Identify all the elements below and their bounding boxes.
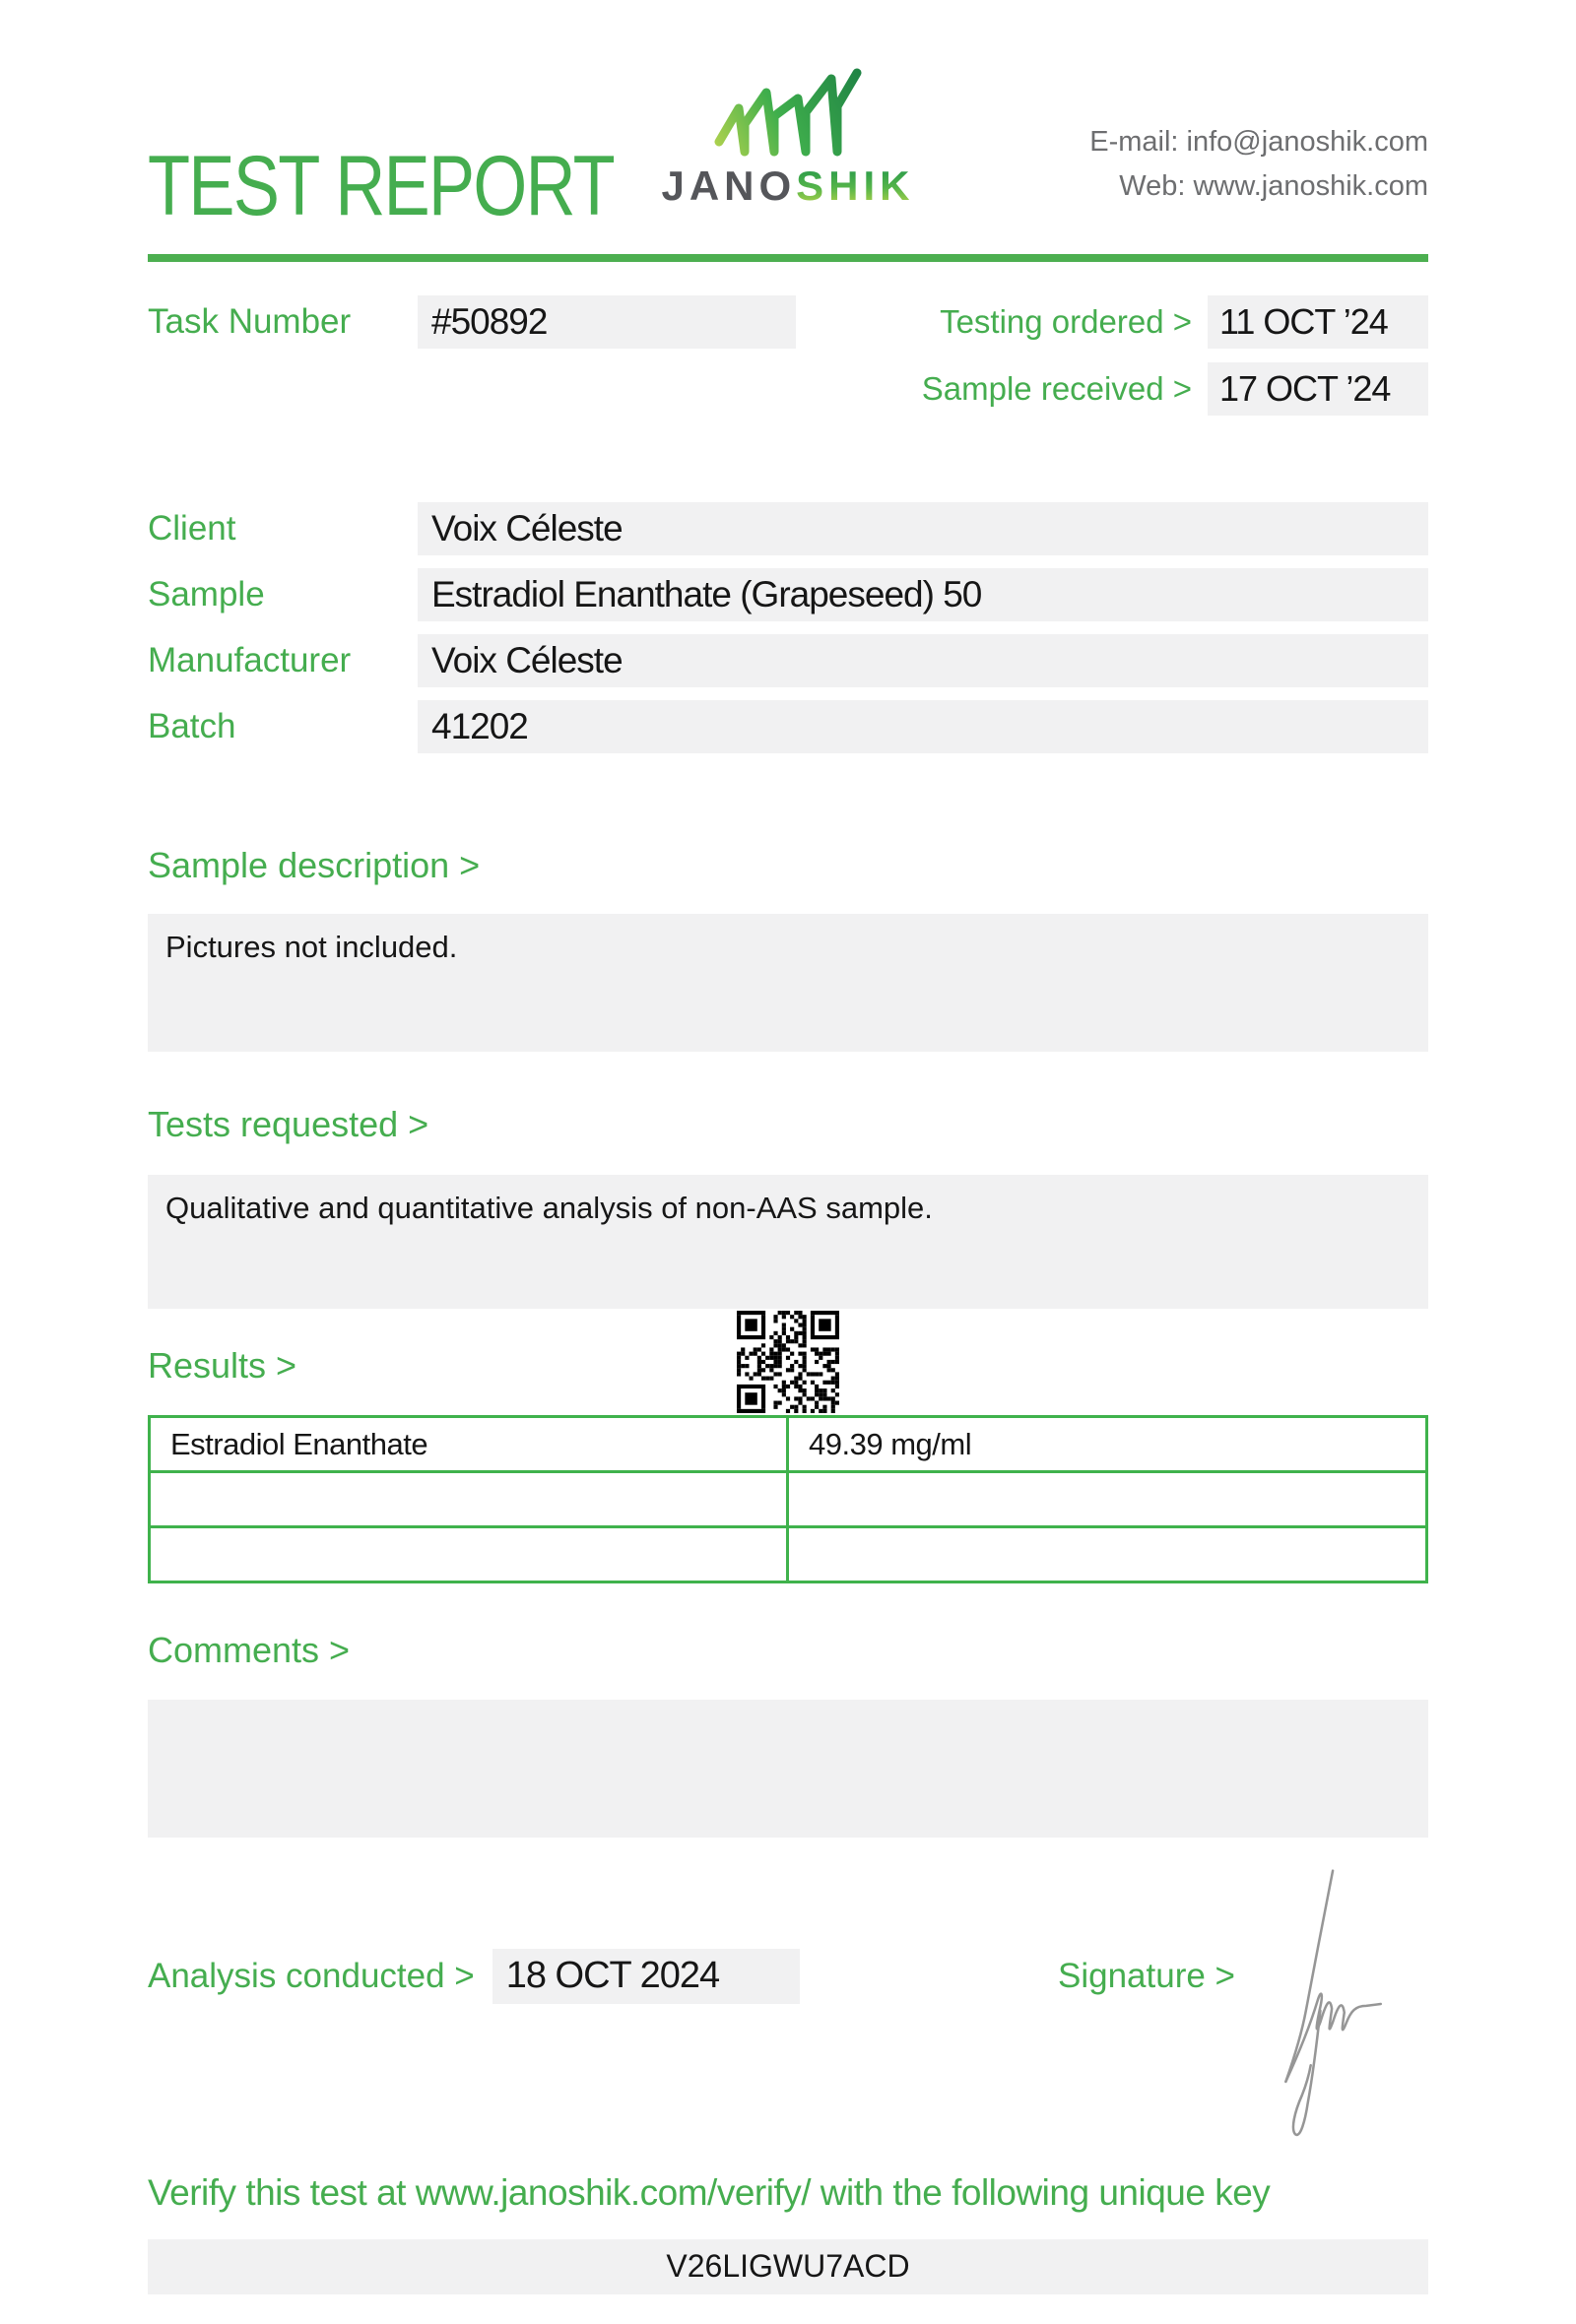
client-label: Client [148,509,236,548]
contact-web: Web: www.janoshik.com [1119,169,1428,202]
brand-logo [660,65,916,207]
results-heading: Results > [148,1345,297,1387]
contact-email: E-mail: info@janoshik.com [1089,126,1428,158]
result-row [150,1417,1427,1472]
tests-requested-heading: Tests requested > [148,1104,429,1145]
analysis-date-value: 18 OCT 2024 [492,1949,800,2004]
sample-value: Estradiol Enanthate (Grapeseed) 50 [418,568,1428,621]
detail-row-manufacturer [148,634,1428,687]
result-value-cell: 49.39 mg/ml [788,1417,1427,1472]
task-number-value: #50892 [418,295,796,349]
header [148,0,1428,254]
result-row [150,1527,1427,1582]
page-title: TEST REPORT [148,139,615,233]
meta-section [148,295,1428,416]
wordmark-right: SHIK [796,162,915,209]
sample-received-label: Sample received > [921,370,1192,407]
result-analyte-cell [150,1472,788,1527]
result-value-cell [788,1472,1427,1527]
sample-description-heading: Sample description > [148,845,481,885]
comments-box [148,1700,1428,1838]
verify-key: V26LIGWU7ACD [148,2239,1428,2294]
contact-block [1089,120,1428,209]
sample-label: Sample [148,575,265,613]
footer-section [148,1948,1428,2005]
result-analyte-cell [150,1527,788,1582]
wordmark-left: JANO [661,162,797,209]
result-analyte-cell: Estradiol Enanthate [150,1417,788,1472]
detail-row-sample [148,568,1428,621]
sample-received-row [885,362,1428,416]
analysis-conducted-label: Analysis conducted > [148,1956,475,1995]
task-number-row [148,295,796,349]
detail-row-client [148,502,1428,555]
signature-image [1271,1859,1401,2147]
dates-block [885,295,1428,416]
header-divider [148,254,1428,262]
batch-value: 41202 [418,700,1428,753]
detail-row-batch [148,700,1428,753]
client-value: Voix Céleste [418,502,1428,555]
qr-code [737,1311,839,1413]
chart-peaks-icon [705,65,871,160]
task-number-label: Task Number [148,302,352,341]
brand-wordmark [660,162,916,209]
results-table [148,1415,1428,1583]
result-value-cell [788,1527,1427,1582]
comments-heading: Comments > [148,1630,351,1671]
tests-requested-box: Qualitative and quantitative analysis of non-AAS sample. [148,1175,1428,1309]
sample-description-box: Pictures not included. [148,914,1428,1052]
details-section [148,502,1428,753]
result-row [150,1472,1427,1527]
testing-ordered-row [885,295,1428,349]
manufacturer-value: Voix Céleste [418,634,1428,687]
batch-label: Batch [148,707,236,745]
testing-ordered-label: Testing ordered > [940,303,1192,340]
verify-text: Verify this test at www.janoshik.com/verify/ with the following unique key [148,2171,1271,2213]
manufacturer-label: Manufacturer [148,641,352,679]
signature-label: Signature > [1058,1956,1235,1995]
analysis-row [148,1948,1428,2005]
sample-received-value: 17 OCT ’24 [1208,362,1428,416]
results-header [148,1311,1428,1413]
testing-ordered-value: 11 OCT ’24 [1208,295,1428,349]
